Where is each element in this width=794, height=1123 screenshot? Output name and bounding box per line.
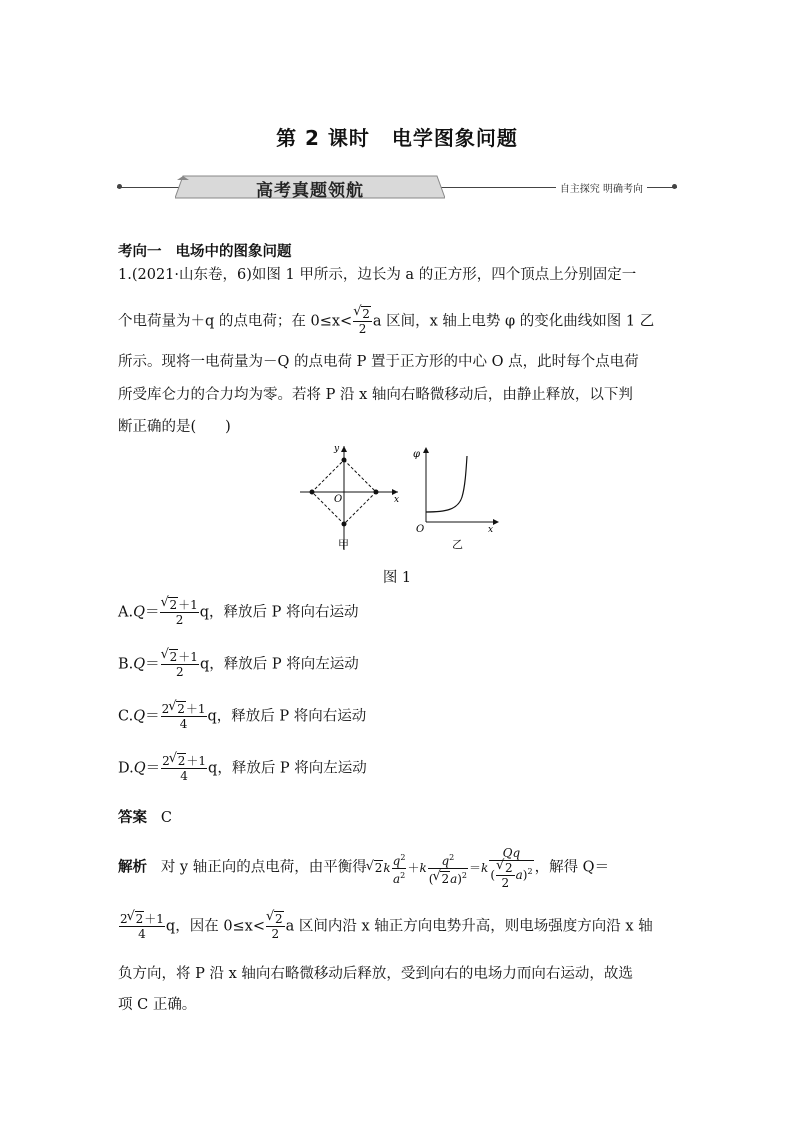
charge-top	[342, 458, 347, 463]
question-line-1: 1.(2021·山东卷，6)如图 1 甲所示，边长为 a 的正方形，四个顶点上分别固定一	[118, 267, 637, 283]
choice-prefix: B.	[118, 656, 134, 673]
banner-right-label: 自主探究 明确考向	[556, 180, 647, 195]
choice-tail: q，释放后 P 将向右运动	[207, 708, 367, 725]
choice-eq: ＝	[144, 604, 160, 621]
fig-jia-y: y	[334, 444, 340, 454]
explanation-line-2b: a 区间内沿 x 轴正方向电势升高，则电场强度方向沿 x 轴	[285, 918, 653, 935]
figure-jia	[294, 442, 404, 552]
fig-yi-origin: O	[416, 524, 425, 535]
choice-eq: ＝	[145, 708, 160, 725]
interval-fraction: √ $\frac{2}{2}$	[266, 912, 285, 941]
result-fraction: $\frac{2√ 2+1}{4}$	[119, 912, 165, 941]
question-line-5: 断正确的是( )	[118, 419, 231, 435]
banner-tab-label: 高考真题领航	[256, 181, 364, 201]
explanation-line-2	[118, 912, 678, 941]
question-line-2	[118, 307, 678, 336]
explanation-line-1	[118, 846, 678, 890]
balance-equation: √ 2k $\frac{q^2}{a^2}$ ＋k $\frac{q^2}{(√ 2a)^2}$ ＝k Qq ( √ $\frac{2}{2}$ a)$^2$	[367, 861, 535, 875]
fig-yi-phi: φ	[413, 449, 421, 460]
explanation-line-4: 项 C 正确。	[118, 997, 197, 1013]
choice-eq: ＝	[145, 656, 160, 673]
answer-value: C	[160, 810, 172, 826]
choice-d	[118, 754, 367, 783]
question-line-3: 所示。现将一电荷量为－Q 的点电荷 P 置于正方形的中心 O 点，此时每个点电荷	[118, 354, 639, 370]
answer-label: 答案	[118, 810, 147, 826]
charge-bottom	[342, 522, 347, 527]
choice-b	[118, 650, 359, 679]
question-line-4: 所受库仑力的合力均为零。若将 P 沿 x 轴向右略微移动后，由静止释放，以下判	[118, 387, 633, 403]
choice-tail: q，释放后 P 将向右运动	[199, 604, 359, 621]
choice-var: Q	[133, 708, 146, 725]
explanation-line-2a: q，因在 0≤x<	[165, 918, 266, 935]
fig-jia-origin: O	[334, 494, 343, 505]
explanation-line-1b: ，解得 Q＝	[534, 859, 610, 876]
choice-tail: q，释放后 P 将向左运动	[199, 656, 359, 673]
choice-c	[118, 702, 366, 731]
choice-eq: ＝	[145, 760, 161, 777]
frac-num: 2	[362, 307, 370, 321]
explanation-line-1a: 对 y 轴正向的点电荷，由平衡得	[160, 859, 367, 876]
figure-caption: 图 1	[382, 570, 412, 586]
choice-fraction: $\frac{2√ 2+1}{4}$	[161, 754, 207, 783]
answer	[118, 806, 172, 827]
figure-jia-label: 甲	[338, 538, 349, 551]
fraction-sqrt2-over-2	[353, 307, 372, 336]
choice-prefix: C.	[118, 708, 134, 725]
fig-jia-x: x	[394, 495, 400, 505]
choice-var: Q	[133, 656, 146, 673]
section-heading	[118, 240, 292, 261]
choice-prefix: D.	[118, 760, 134, 777]
choice-a	[118, 598, 359, 627]
choice-fraction: √ $\frac{2+1}{2}$	[161, 650, 199, 679]
charge-left	[310, 490, 315, 495]
section-topic: 电场中的图象问题	[175, 244, 292, 260]
choice-tail: q，释放后 P 将向左运动	[208, 760, 367, 777]
choice-prefix: A.	[118, 604, 134, 621]
section-banner	[117, 172, 677, 202]
charge-right	[374, 490, 379, 495]
figure-yi	[410, 442, 500, 537]
title-part2: 电学图象问题	[391, 126, 518, 150]
figure-yi-label: 乙	[452, 538, 463, 551]
question-line-2a: 个电荷量为＋q 的点电荷；在 0≤x<	[118, 313, 353, 330]
fig-yi-x: x	[488, 525, 494, 535]
choice-var: Q	[133, 760, 146, 777]
frac-den: 2	[358, 322, 367, 336]
banner-tab	[175, 174, 445, 200]
explanation-line-3: 负方向，将 P 沿 x 轴向右略微移动后释放，受到向右的电场力而向右运动，故选	[118, 966, 633, 982]
potential-curve	[426, 456, 467, 512]
section-label: 考向一	[118, 244, 162, 260]
question-line-2b: a 区间，x 轴上电势 φ 的变化曲线如图 1 乙	[372, 313, 655, 330]
choice-var: Q	[133, 604, 145, 621]
choice-fraction: $\frac{2√ 2+1}{4}$	[161, 702, 207, 731]
explanation-label: 解析	[118, 859, 147, 876]
page-title	[0, 122, 794, 151]
title-part1: 第 2 课时	[276, 126, 370, 150]
choice-fraction: √ $\frac{2+1}{2}$	[160, 598, 198, 627]
